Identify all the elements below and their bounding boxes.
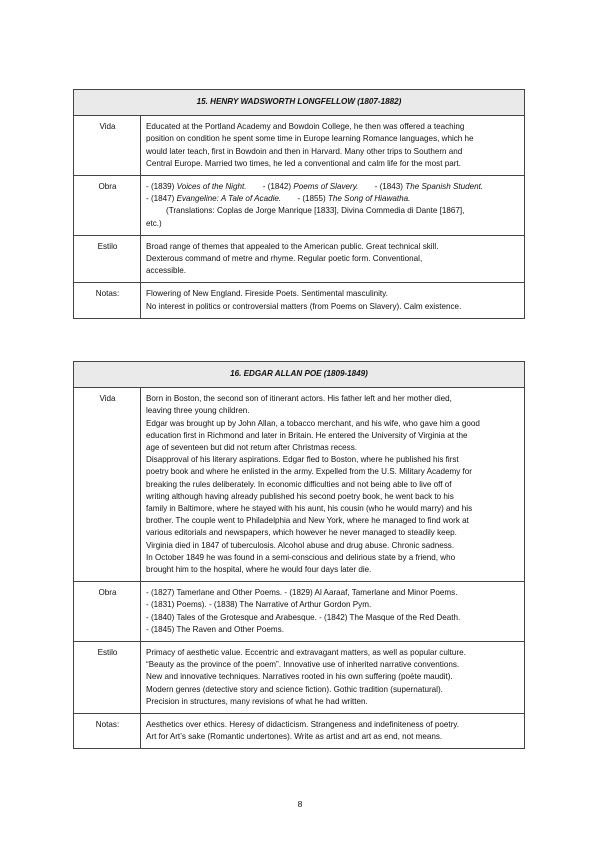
- works-line: [146, 181, 520, 193]
- text-line: Modern genres (detective story and science fiction). Gothic tradition (supernatural).: [146, 684, 443, 694]
- text-line: Disapproval of his literary aspirations. Edgar fled to Boston, where he published his first: [146, 455, 459, 465]
- works-line: [146, 193, 520, 205]
- row-notas: [74, 714, 525, 749]
- text-line: various editorials and newspapers, which however he never managed to steadily keep.: [146, 528, 457, 538]
- work-title: Voices of the Night.: [176, 182, 247, 192]
- work-entry: - (1843) The Spanish Student.: [374, 182, 484, 192]
- row-label: Estilo: [74, 642, 141, 714]
- text-line: No interest in politics or controversial matters (from Poems on Slavery). Calm existence.: [146, 301, 462, 311]
- text-line: etc.): [146, 218, 162, 228]
- row-label: Vida: [74, 116, 141, 176]
- row-content: [141, 714, 525, 749]
- text-line: - (1827) Tamerlane and Other Poems. - (1829) Al Aaraaf, Tamerlane and Minor Poems.: [146, 588, 458, 598]
- work-entry: - (1842) Poems of Slavery.: [262, 182, 359, 192]
- work-title: Poems of Slavery.: [293, 182, 359, 192]
- text-line: Dexterous command of metre and rhyme. Regular poetic form. Conventional,: [146, 254, 423, 264]
- text-line: New and innovative techniques. Narratives rooted in his own suffering (poète maudit).: [146, 672, 453, 682]
- work-title: The Spanish Student.: [405, 182, 484, 192]
- text-line: Primacy of aesthetic value. Eccentric and extravagant matters, as well as popular culture.: [146, 648, 466, 658]
- row-content: [141, 582, 525, 642]
- work-title: The Song of Hiawatha.: [327, 194, 411, 204]
- text-line: Broad range of themes that appealed to the American public. Great technical skill.: [146, 241, 439, 251]
- text-line: brought him to the hospital, where he would four days later die.: [146, 565, 372, 575]
- text-line: Art for Art’s sake (Romantic undertones). Write as artist and art as end, not means.: [146, 732, 443, 742]
- text-line: breaking the rules deliberately. In economic difficulties and not being able to live off of: [146, 479, 452, 489]
- text-line: leaving three young children.: [146, 406, 250, 416]
- text-line: would later teach, first in Bowdoin and then in Harvard. Many other trips to Southern and: [146, 146, 463, 156]
- text-line: - (1845) The Raven and Other Poems.: [146, 624, 284, 634]
- text-line: Central Europe. Married two times, he led a conventional and calm life for the most part.: [146, 158, 461, 168]
- text-line: Educated at the Portland Academy and Bowdoin College, he then was offered a teaching: [146, 122, 465, 132]
- text-line: Aesthetics over ethics. Heresy of didacticism. Strangeness and indefiniteness of poetry.: [146, 720, 459, 730]
- text-line: - (1831) Poems). - (1838) The Narrative of Arthur Gordon Pym.: [146, 600, 372, 610]
- card-title: 15. HENRY WADSWORTH LONGFELLOW (1807-1882): [74, 90, 525, 116]
- row-content: [141, 388, 525, 582]
- text-line: Flowering of New England. Fireside Poets. Sentimental masculinity.: [146, 289, 388, 299]
- row-label: Notas:: [74, 714, 141, 749]
- row-content: [141, 283, 525, 318]
- text-line: “Beauty as the province of the poem”. Innovative use of inherited narrative conventions.: [146, 660, 460, 670]
- text-line: education first in Richmond and later in Britain. He entered the University of Virginia at the: [146, 430, 468, 440]
- text-line: accessible.: [146, 266, 187, 276]
- row-label: Obra: [74, 176, 141, 236]
- work-entry: - (1847) Evangeline: A Tale of Acadie.: [146, 194, 282, 204]
- work-title: Evangeline: A Tale of Acadie.: [176, 194, 282, 204]
- text-line: family in Baltimore, where he stayed with his aunt, his cousin (who he would marry) and his: [146, 504, 473, 514]
- row-obra: [74, 582, 525, 642]
- work-entry: - (1839) Voices of the Night.: [146, 182, 247, 192]
- text-line: position on condition he spent some time in Europe learning Romance languages, which he: [146, 134, 474, 144]
- text-line: Precision in structures, many revisions of what he had written.: [146, 696, 368, 706]
- row-vida: [74, 116, 525, 176]
- row-label: Vida: [74, 388, 141, 582]
- text-line: - (1840) Tales of the Grotesque and Arabesque. - (1842) The Masque of the Red Death.: [146, 612, 461, 622]
- text-line: In October 1849 he was found in a semi-conscious and delirious state by a friend, who: [146, 552, 456, 562]
- card-title: 16. EDGAR ALLAN POE (1809-1849): [74, 362, 525, 388]
- row-label: Estilo: [74, 235, 141, 283]
- row-content: [141, 642, 525, 714]
- text-line: (Translations: Coplas de Jorge Manrique [1833], Divina Commedia di Dante [1867],: [166, 206, 465, 216]
- row-estilo: [74, 642, 525, 714]
- text-line: Edgar was brought up by John Allan, a tobacco merchant, and his wife, who gave him a good: [146, 418, 480, 428]
- row-label: Notas:: [74, 283, 141, 318]
- row-content: [141, 235, 525, 283]
- author-card-poe: [73, 361, 525, 749]
- row-content: [141, 116, 525, 176]
- row-obra: [74, 176, 525, 236]
- work-entry: - (1855) The Song of Hiawatha.: [297, 194, 411, 204]
- text-line: Virginia died in 1847 of tuberculosis. Alcohol abuse and drug abuse. Chronic sadness.: [146, 540, 455, 550]
- text-line: age of seventeen but did not return after Christmas recess.: [146, 443, 357, 453]
- text-line: poetry book and where he enlisted in the army. Expelled from the U.S. Military Academy for: [146, 467, 473, 477]
- text-line: writing although having already published his second poetry book, he went back to his: [146, 491, 454, 501]
- text-line: Born in Boston, the second son of itinerant actors. His father left and her mother died,: [146, 394, 452, 404]
- row-notas: [74, 283, 525, 318]
- row-content: [141, 176, 525, 236]
- row-label: Obra: [74, 582, 141, 642]
- text-line: brother. The couple went to Philadelphia and New York, where he managed to find work at: [146, 516, 469, 526]
- row-estilo: [74, 235, 525, 283]
- row-vida: [74, 388, 525, 582]
- author-card-longfellow: [73, 89, 525, 319]
- page-number: 8: [297, 799, 303, 809]
